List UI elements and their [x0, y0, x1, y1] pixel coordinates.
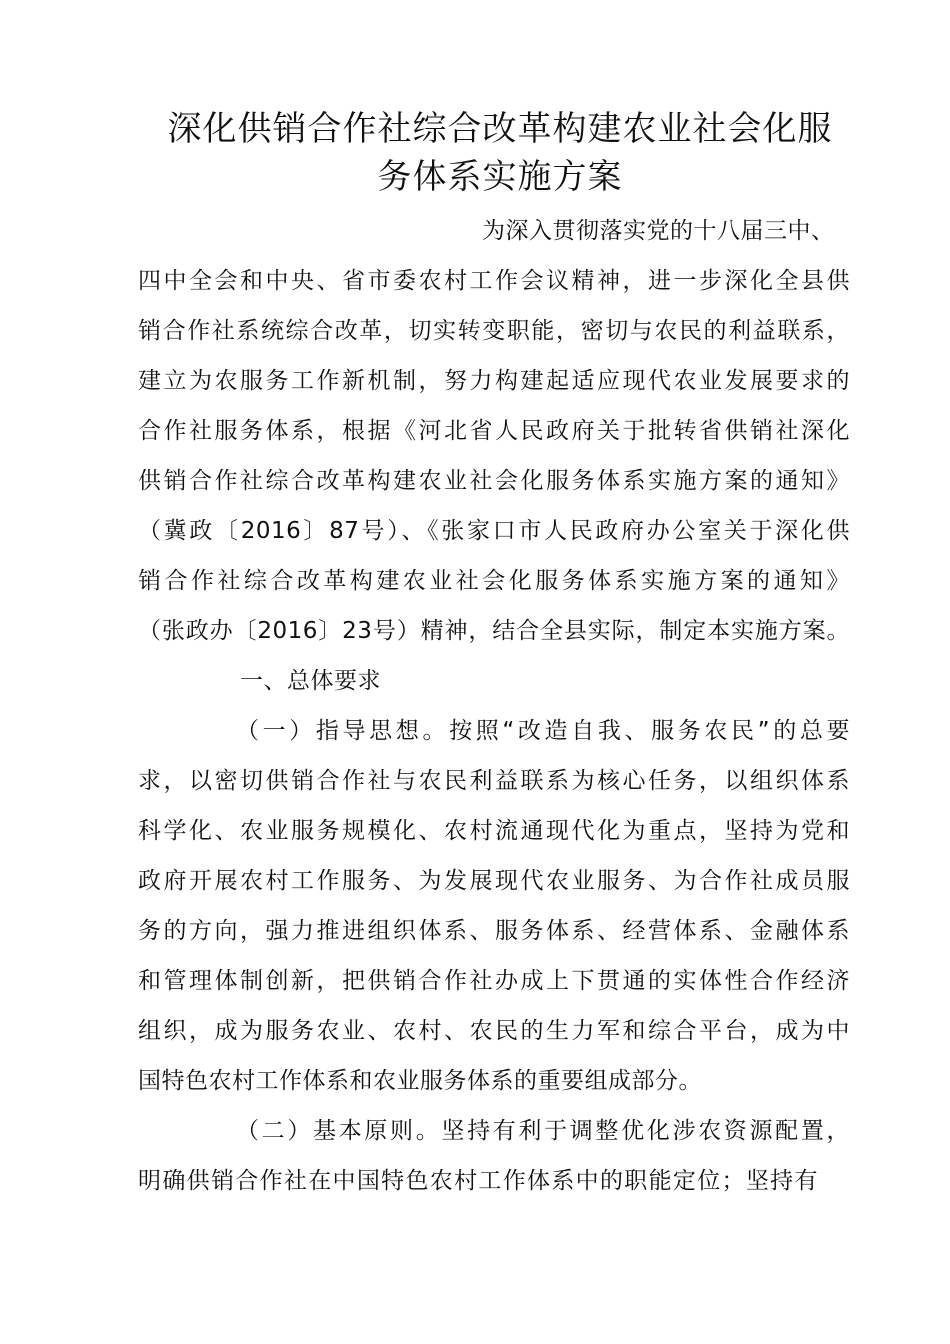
body-line-14: 政府开展农村工作服务、为发展现代农业服务、为合作社成员服	[138, 868, 850, 894]
body-line-5: 合作社服务体系，根据《河北省人民政府关于批转省供销社深化	[138, 418, 850, 444]
body-line-2: 四中全会和中央、省市委农村工作会议精神，进一步深化全县供	[138, 268, 850, 294]
body-line-17: 组织，成为服务农业、农村、农民的生力军和综合平台，成为中	[138, 1018, 850, 1044]
body-line-19: （二）基本原则。坚持有利于调整优化涉农资源配置，	[236, 1118, 850, 1144]
body-line-15: 务的方向，强力推进组织体系、服务体系、经营体系、金融体系	[138, 918, 850, 944]
body-line-7: （冀政〔2016〕87号）、《张家口市人民政府办公室关于深化供	[138, 518, 850, 544]
body-line-3: 销合作社系统综合改革，切实转变职能，密切与农民的利益联系，	[138, 318, 850, 344]
document-title-line-2: 务体系实施方案	[377, 157, 623, 197]
document-title-line-1: 深化供销合作社综合改革构建农业社会化服	[167, 109, 833, 149]
section-heading-1: 一、总体要求	[240, 668, 381, 694]
body-line-11: （一）指导思想。按照“改造自我、服务农民”的总要	[236, 718, 850, 744]
body-line-16: 和管理体制创新，把供销合作社办成上下贯通的实体性合作经济	[138, 968, 850, 994]
body-line-12: 求，以密切供销合作社与农民利益联系为核心任务，以组织体系	[138, 768, 850, 794]
body-line-18: 国特色农村工作体系和农业服务体系的重要组成部分。	[138, 1068, 702, 1094]
body-line-6: 供销合作社综合改革构建农业社会化服务体系实施方案的通知》	[138, 468, 850, 494]
body-line-1: 为深入贯彻落实党的十八届三中、	[482, 218, 835, 244]
body-line-13: 科学化、农业服务规模化、农村流通现代化为重点，坚持为党和	[138, 818, 850, 844]
body-line-20: 明确供销合作社在中国特色农村工作体系中的职能定位；坚持有	[138, 1168, 818, 1194]
body-line-9: （张政办〔2016〕23号）精神，结合全县实际，制定本实施方案。	[138, 618, 850, 644]
body-line-4: 建立为农服务工作新机制，努力构建起适应现代农业发展要求的	[138, 368, 850, 394]
body-line-8: 销合作社综合改革构建农业社会化服务体系实施方案的通知》	[138, 568, 850, 594]
